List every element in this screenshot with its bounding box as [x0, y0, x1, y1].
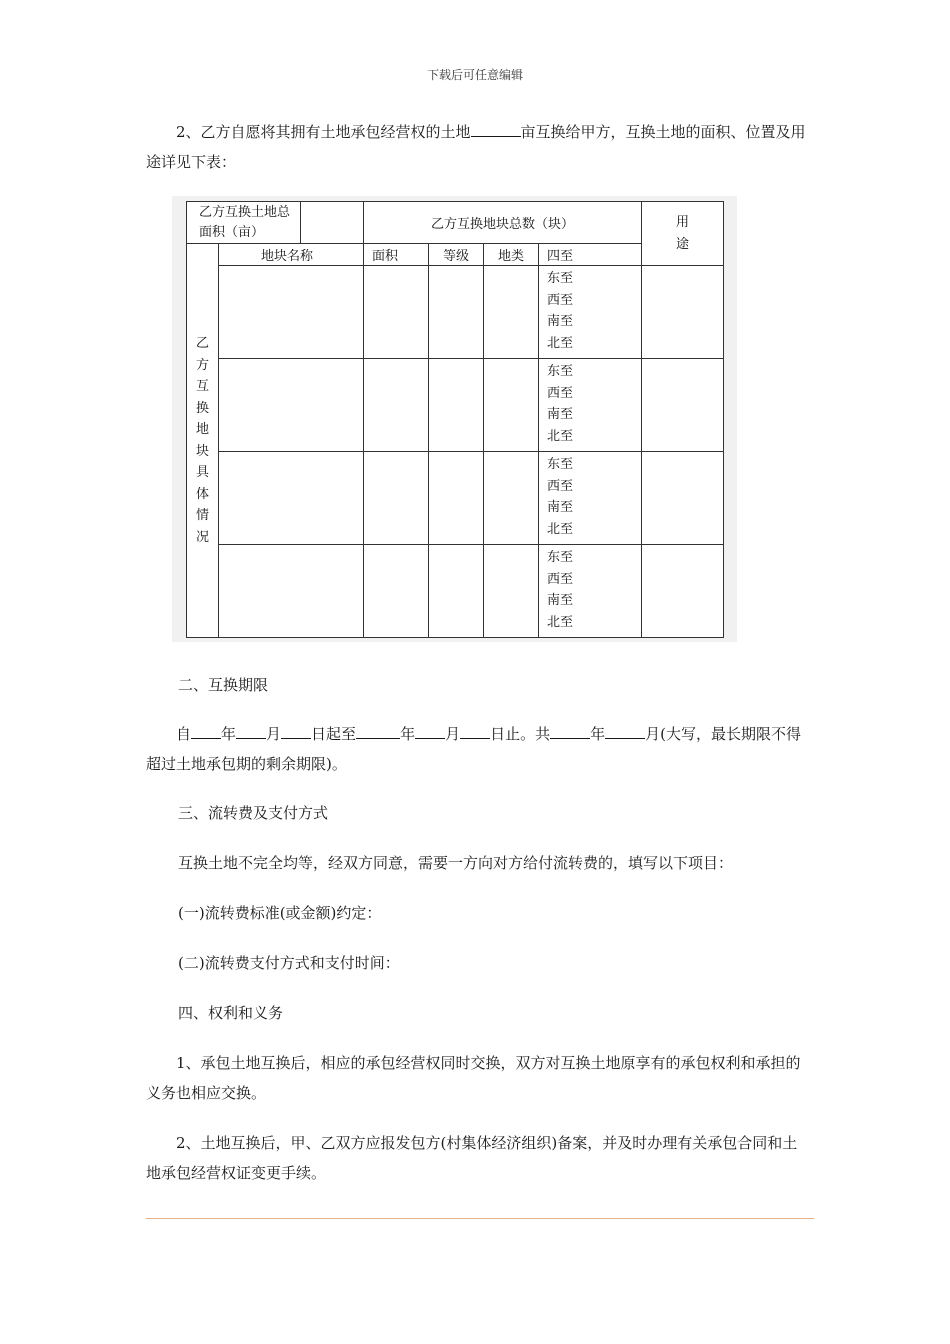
plot-name-cell[interactable] [219, 359, 364, 452]
side-label: 乙 方 互 换 地 块 具 体 情 况 [187, 244, 219, 638]
use-header: 用途 [642, 202, 724, 266]
col-area: 面积 [364, 244, 429, 266]
paragraph-text-after: 亩互换给甲方，互换土地的面积、位置及用途详见下表： [146, 123, 806, 171]
use-cell[interactable] [642, 266, 724, 359]
use-cell[interactable] [642, 452, 724, 545]
type-cell[interactable] [484, 452, 539, 545]
area-cell[interactable] [364, 452, 429, 545]
exchange-plot-table-image [172, 196, 737, 642]
area-cell[interactable] [364, 359, 429, 452]
grade-cell[interactable] [429, 545, 484, 638]
total-months-blank[interactable] [605, 724, 645, 739]
area-cell[interactable] [364, 545, 429, 638]
total-count-label: 乙方互换地块总数（块） [364, 202, 642, 244]
bounds-cell[interactable]: 东至 西至 南至 北至 [539, 359, 642, 452]
col-type: 地类 [484, 244, 539, 266]
col-grade: 等级 [429, 244, 484, 266]
area-blank[interactable] [471, 122, 521, 137]
footer-divider [146, 1218, 814, 1219]
area-cell[interactable] [364, 266, 429, 359]
col-plot-name: 地块名称 [219, 244, 364, 266]
exchange-plot-table [186, 201, 724, 638]
section-heading-rights: 四、权利和义务 [178, 1004, 284, 1022]
paragraph-land-exchange [146, 117, 806, 177]
total-area-label: 乙方互换土地总面积（亩） [187, 202, 301, 244]
paragraph-text-before: 2、乙方自愿将其拥有土地承包经营权的土地 [176, 123, 471, 141]
use-cell[interactable] [642, 545, 724, 638]
grade-cell[interactable] [429, 359, 484, 452]
grade-cell[interactable] [429, 452, 484, 545]
total-area-value[interactable] [301, 202, 364, 244]
type-cell[interactable] [484, 266, 539, 359]
start-day-blank[interactable] [281, 724, 311, 739]
rights-paragraph-2: 2、土地互换后，甲、乙双方应报发包方(村集体经济组织)备案，并及时办理有关承包合同和土地承包经营权证变更手续。 [146, 1134, 798, 1182]
table-row [187, 266, 724, 359]
grade-cell[interactable] [429, 266, 484, 359]
plot-name-cell[interactable] [219, 452, 364, 545]
rights-paragraph-1: 1、承包土地互换后，相应的承包经营权同时交换，双方对互换土地原享有的承包权利和承担的义务也相应交换。 [146, 1054, 801, 1102]
table-row [187, 545, 724, 638]
fee-standard-item: (一)流转费标准(或金额)约定： [178, 904, 382, 922]
bounds-cell[interactable]: 东至 西至 南至 北至 [539, 545, 642, 638]
type-cell[interactable] [484, 545, 539, 638]
total-years-blank[interactable] [550, 724, 590, 739]
end-month-blank[interactable] [415, 724, 445, 739]
section-heading-fee: 三、流转费及支付方式 [178, 804, 329, 822]
section-heading-term: 二、互换期限 [178, 676, 269, 694]
bounds-cell[interactable]: 东至 西至 南至 北至 [539, 452, 642, 545]
end-year-blank[interactable] [356, 724, 400, 739]
plot-name-cell[interactable] [219, 266, 364, 359]
start-year-blank[interactable] [191, 724, 221, 739]
end-day-blank[interactable] [460, 724, 490, 739]
type-cell[interactable] [484, 359, 539, 452]
table-row [187, 452, 724, 545]
fee-intro: 互换土地不完全均等，经双方同意，需要一方向对方给付流转费的，填写以下项目： [178, 854, 734, 872]
start-month-blank[interactable] [236, 724, 266, 739]
table-row [187, 359, 724, 452]
col-bounds: 四至 [539, 244, 642, 266]
paragraph-term: 自 年 月 日起至 年 月 日止。共 年 月(大写，最长期限不得超过土地承包期的剩余期限)。 [146, 725, 801, 773]
plot-name-cell[interactable] [219, 545, 364, 638]
bounds-cell[interactable]: 东至 西至 南至 北至 [539, 266, 642, 359]
fee-payment-item: (二)流转费支付方式和支付时间： [178, 954, 400, 972]
use-cell[interactable] [642, 359, 724, 452]
page-header: 下载后可任意编辑 [426, 68, 523, 82]
